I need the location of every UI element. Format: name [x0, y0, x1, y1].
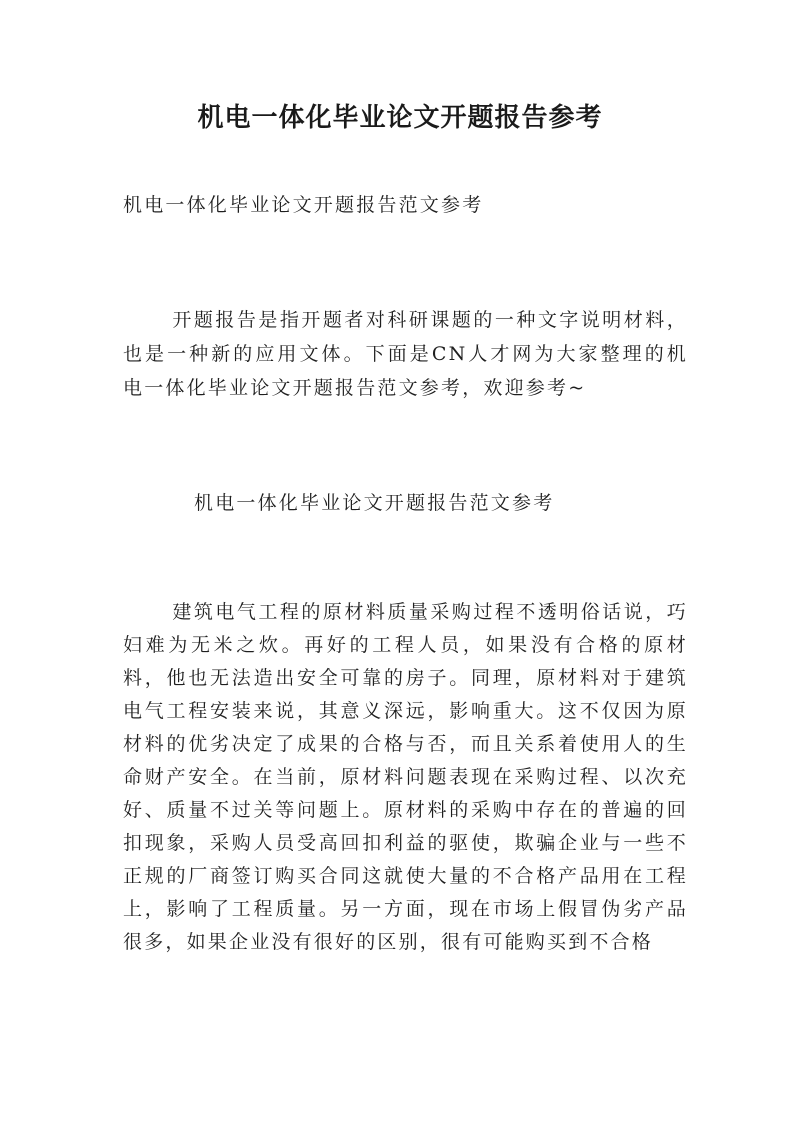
document-title: 机电一体化毕业论文开题报告参考 — [197, 103, 603, 133]
body-paragraph: 建筑电气工程的原材料质量采购过程不透明俗话说，巧妇难为无米之炊。再好的工程人员，如果没有合格的原材料，他也无法造出安全可靠的房子。同理，原材料对于建筑电气工程安装来说，其意义深远，影响重大。这不仅因为原材料的优劣决定了成果的合格与否，而且关系着使用人的生命财产安全。在当前，原材料问题表现在采购过程、以次充好、质量不过关等问题上。原材料的采购中存在的普遍的回扣现象，采购人员受高回扣利益的驱使，欺骗企业与一些不正规的厂商签订购买合同这就使大量的不合格产品用在工程上，影响了工程质量。另一方面，现在市场上假冒伪劣产品很多，如果企业没有很好的区别，很有可能购买到不合格 — [123, 601, 688, 953]
document-subtitle: 机电一体化毕业论文开题报告范文参考 — [123, 194, 484, 216]
intro-paragraph: 开题报告是指开题者对科研课题的一种文字说明材料，也是一种新的应用文体。下面是CN人才网为大家整理的机电一体化毕业论文开题报告范文参考，欢迎参考~ — [123, 309, 688, 399]
section-heading: 机电一体化毕业论文开题报告范文参考 — [194, 492, 555, 514]
